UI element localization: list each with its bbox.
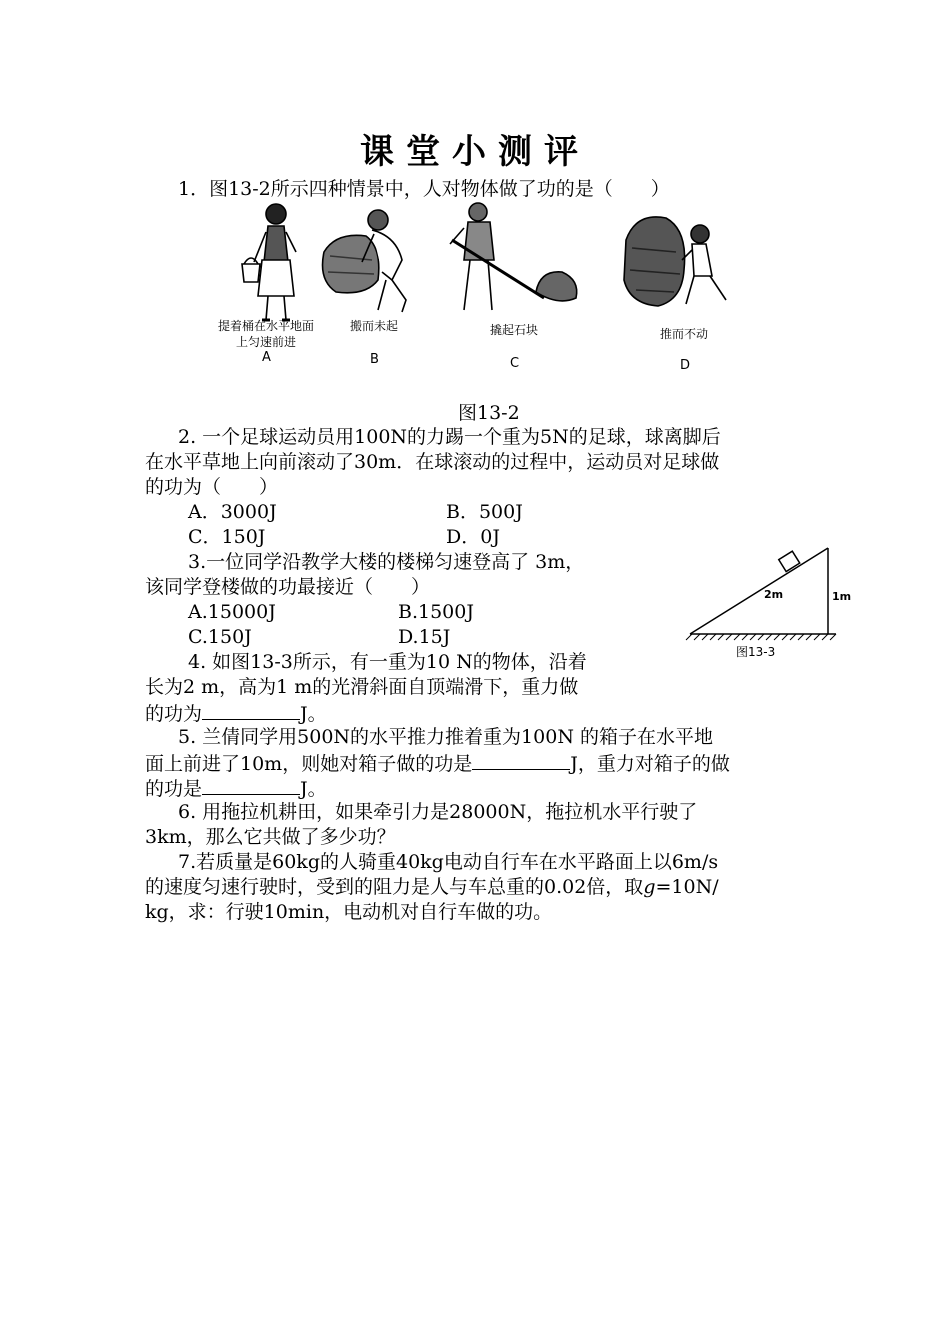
q2-option-c: C．150J	[188, 526, 266, 548]
panel-c-figure	[450, 203, 577, 310]
panel-a-figure	[242, 204, 296, 320]
q3-option-a: A.15000J	[188, 601, 276, 623]
q5-line-3-suffix: J。	[300, 778, 327, 800]
q3-line-2: 该同学登楼做的功最接近（ ）	[145, 576, 431, 598]
page-title: 课堂小测评	[360, 132, 590, 172]
q4-line-3	[145, 699, 327, 727]
panel-a-caption: 提着桶在水平地面 上匀速前进	[217, 319, 314, 349]
q2-option-a: A．3000J	[188, 501, 277, 523]
figure-13-2-caption: 图13-2	[458, 402, 520, 424]
q5-line-2	[145, 749, 730, 777]
figure-13-3	[676, 540, 856, 664]
q4-line-2: 长为2 m，高为1 m的光滑斜面自顶端滑下，重力做	[145, 676, 579, 698]
q3-option-d: D.15J	[398, 626, 451, 648]
panel-c-letter: C	[510, 356, 520, 371]
q5-line-2-prefix: 面上前进了10m，则她对箱子做的功是	[145, 753, 473, 775]
q4-line-1: 4. 如图13-3所示，有一重为10 N的物体，沿着	[188, 651, 587, 673]
q6-line-2: 3km，那么它共做了多少功？	[145, 826, 396, 848]
q7-line-2-value: =10N/	[655, 876, 719, 898]
panel-b-caption: 搬而未起	[349, 319, 398, 333]
figure-13-2	[206, 200, 746, 378]
q5-push-work-blank[interactable]	[472, 749, 570, 770]
q5-line-3	[145, 774, 327, 802]
q2-option-d: D．0J	[446, 526, 500, 548]
q7-line-1: 7.若质量是60kg的人骑重40kg电动自行车在水平路面上以6m/s	[178, 851, 719, 873]
figure-13-2-illustration	[206, 200, 746, 378]
panel-b-figure	[323, 210, 407, 312]
slope-length-label: 2m	[764, 588, 784, 601]
q5-line-2-suffix: J，重力对箱子的做	[570, 753, 730, 775]
panel-d-caption: 推而不动	[659, 327, 708, 341]
q5-line-3-prefix: 的功是	[145, 778, 203, 800]
q5-line-1: 5. 兰倩同学用500N的水平推力推着重为100N 的箱子在水平地	[178, 726, 713, 748]
q4-line-3-prefix: 的功为	[145, 703, 203, 725]
q4-answer-blank[interactable]	[202, 699, 300, 720]
panel-b-letter: B	[370, 352, 379, 367]
figure-13-3-caption: 图13-3	[736, 645, 776, 659]
incline-diagram	[676, 540, 856, 664]
q4-line-3-suffix: J。	[300, 703, 327, 725]
q7-line-3: kg，求：行驶10min，电动机对自行车做的功。	[145, 901, 553, 923]
panel-d-letter: D	[680, 358, 691, 373]
q3-line-1: 3.一位同学沿教学大楼的楼梯匀速登高了 3m，	[188, 551, 585, 573]
q2-option-b: B．500J	[446, 501, 523, 523]
height-label: 1m	[832, 590, 852, 603]
q3-option-b: B.1500J	[398, 601, 474, 623]
q1-stem: 1．图13-2所示四种情景中，人对物体做了功的是（ ）	[178, 178, 670, 200]
panel-a-letter: A	[262, 350, 271, 365]
panel-c-caption: 撬起石块	[489, 323, 538, 337]
q2-line-3: 的功为（ ）	[145, 476, 279, 498]
q5-gravity-work-blank[interactable]	[202, 774, 300, 795]
q7-g-symbol: g	[643, 876, 656, 898]
q7-line-2	[145, 874, 719, 900]
panel-d-figure	[624, 217, 726, 306]
q2-line-2: 在水平草地上向前滚动了30m．在球滚动的过程中，运动员对足球做	[145, 451, 720, 473]
q6-line-1: 6. 用拖拉机耕田，如果牵引力是28000N，拖拉机水平行驶了	[178, 801, 698, 823]
q2-line-1: 2. 一个足球运动员用100N的力踢一个重为5N的足球，球离脚后	[178, 426, 721, 448]
q7-line-2-text: 的速度匀速行驶时，受到的阻力是人与车总重的0.02倍，取	[145, 876, 644, 898]
block-on-incline	[779, 551, 800, 571]
q3-option-c: C.150J	[188, 626, 252, 648]
